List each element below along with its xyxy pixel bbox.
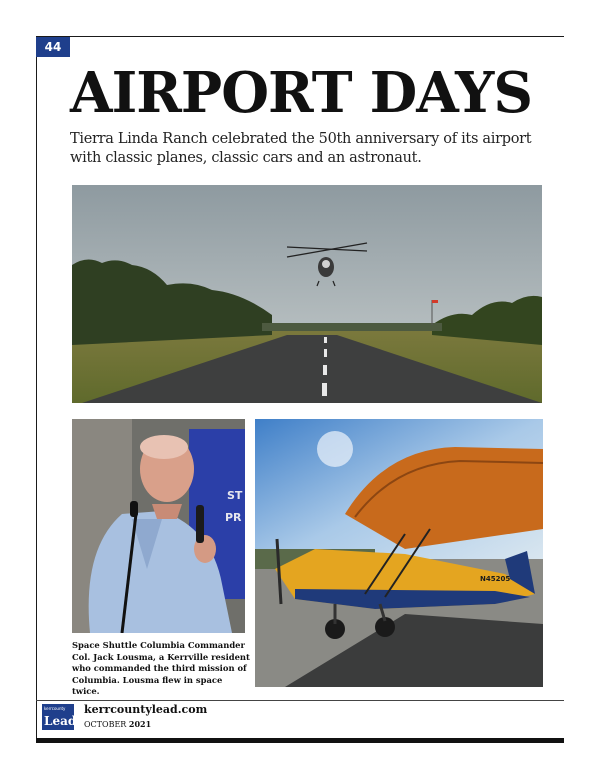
plane-registration: N45205 [480,575,511,583]
page-frame-left [36,36,37,742]
photo-caption: Space Shuttle Columbia Commander Col. Jack Lousma, a Kerrville resident who commanded the third mission of Columbia. Lousma flew in space twice. [72,640,250,696]
page-frame-top [36,36,564,37]
headline: AIRPORT DAYS [70,60,533,126]
banner-text-st: ST [227,489,243,502]
astronaut-photo [72,419,245,633]
logo-top-text: kerrcounty [44,706,66,711]
helicopter-photo [72,185,542,403]
kerr-county-lead-logo [42,704,77,730]
bottom-bar [36,738,564,743]
website-link[interactable]: kerrcountylead.com [84,703,208,716]
issue-year: 2021 [128,719,152,729]
footer-rule [36,700,564,701]
issue-month: OCTOBER [84,720,127,729]
page-number: 44 [36,37,70,57]
logo-word: Lead [44,714,77,728]
plane-photo [255,419,543,687]
issue-date [84,718,151,731]
banner-text-pr: PR [225,511,242,524]
deck-text: Tierra Linda Ranch celebrated the 50th anniversary of its airport with classic planes, classic cars and an astronaut. [70,131,532,166]
